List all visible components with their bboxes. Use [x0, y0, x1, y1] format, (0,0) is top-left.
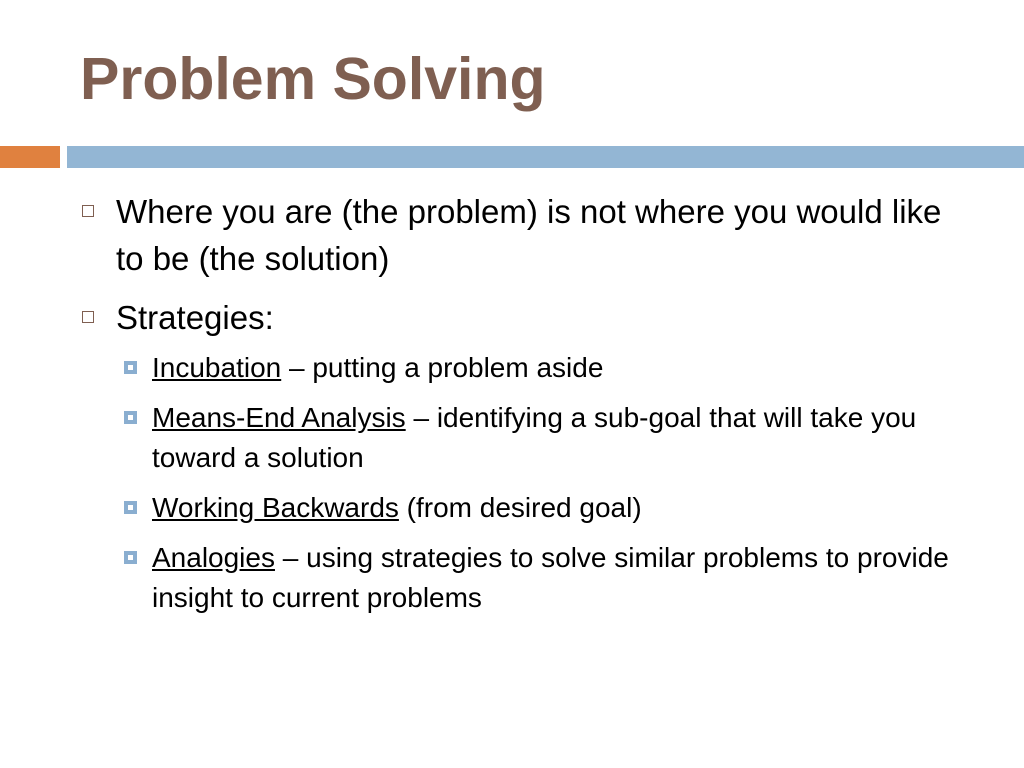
sub-bullet-item — [152, 348, 982, 388]
sub-bullet-text: (from desired goal) — [398, 492, 642, 523]
square-bullet-icon — [82, 205, 94, 217]
square-bullet-icon — [82, 311, 94, 323]
sub-bullet-term: Means-End Analysis — [152, 402, 406, 433]
filled-square-bullet-icon — [124, 361, 137, 374]
filled-square-bullet-icon — [124, 551, 137, 564]
accent-bar-orange — [0, 146, 60, 168]
sub-bullet-term: Analogies — [152, 542, 275, 573]
accent-bar-blue — [67, 146, 1024, 168]
sub-bullet-text: – putting a problem aside — [281, 352, 604, 383]
sub-bullet-text: – identifying a sub-goal that will take you toward a solution — [152, 402, 917, 473]
sub-bullet-item — [152, 538, 982, 618]
bullet-item — [116, 188, 956, 282]
slide-title: Problem Solving — [80, 46, 546, 112]
sub-bullet-term: Incubation — [152, 352, 282, 383]
sub-bullet-term: Working Backwards — [152, 492, 399, 523]
sub-bullet-text: – using strategies to solve similar problems to provide insight to current problems — [152, 542, 949, 613]
bullet-text: Strategies: — [116, 299, 274, 336]
filled-square-bullet-icon — [124, 411, 137, 424]
filled-square-bullet-icon — [124, 501, 137, 514]
sub-bullet-item — [152, 398, 982, 478]
sub-bullet-item — [152, 488, 982, 528]
bullet-text: Where you are (the problem) is not where you would like to be (the solution) — [116, 193, 942, 277]
bullet-item — [116, 294, 956, 341]
